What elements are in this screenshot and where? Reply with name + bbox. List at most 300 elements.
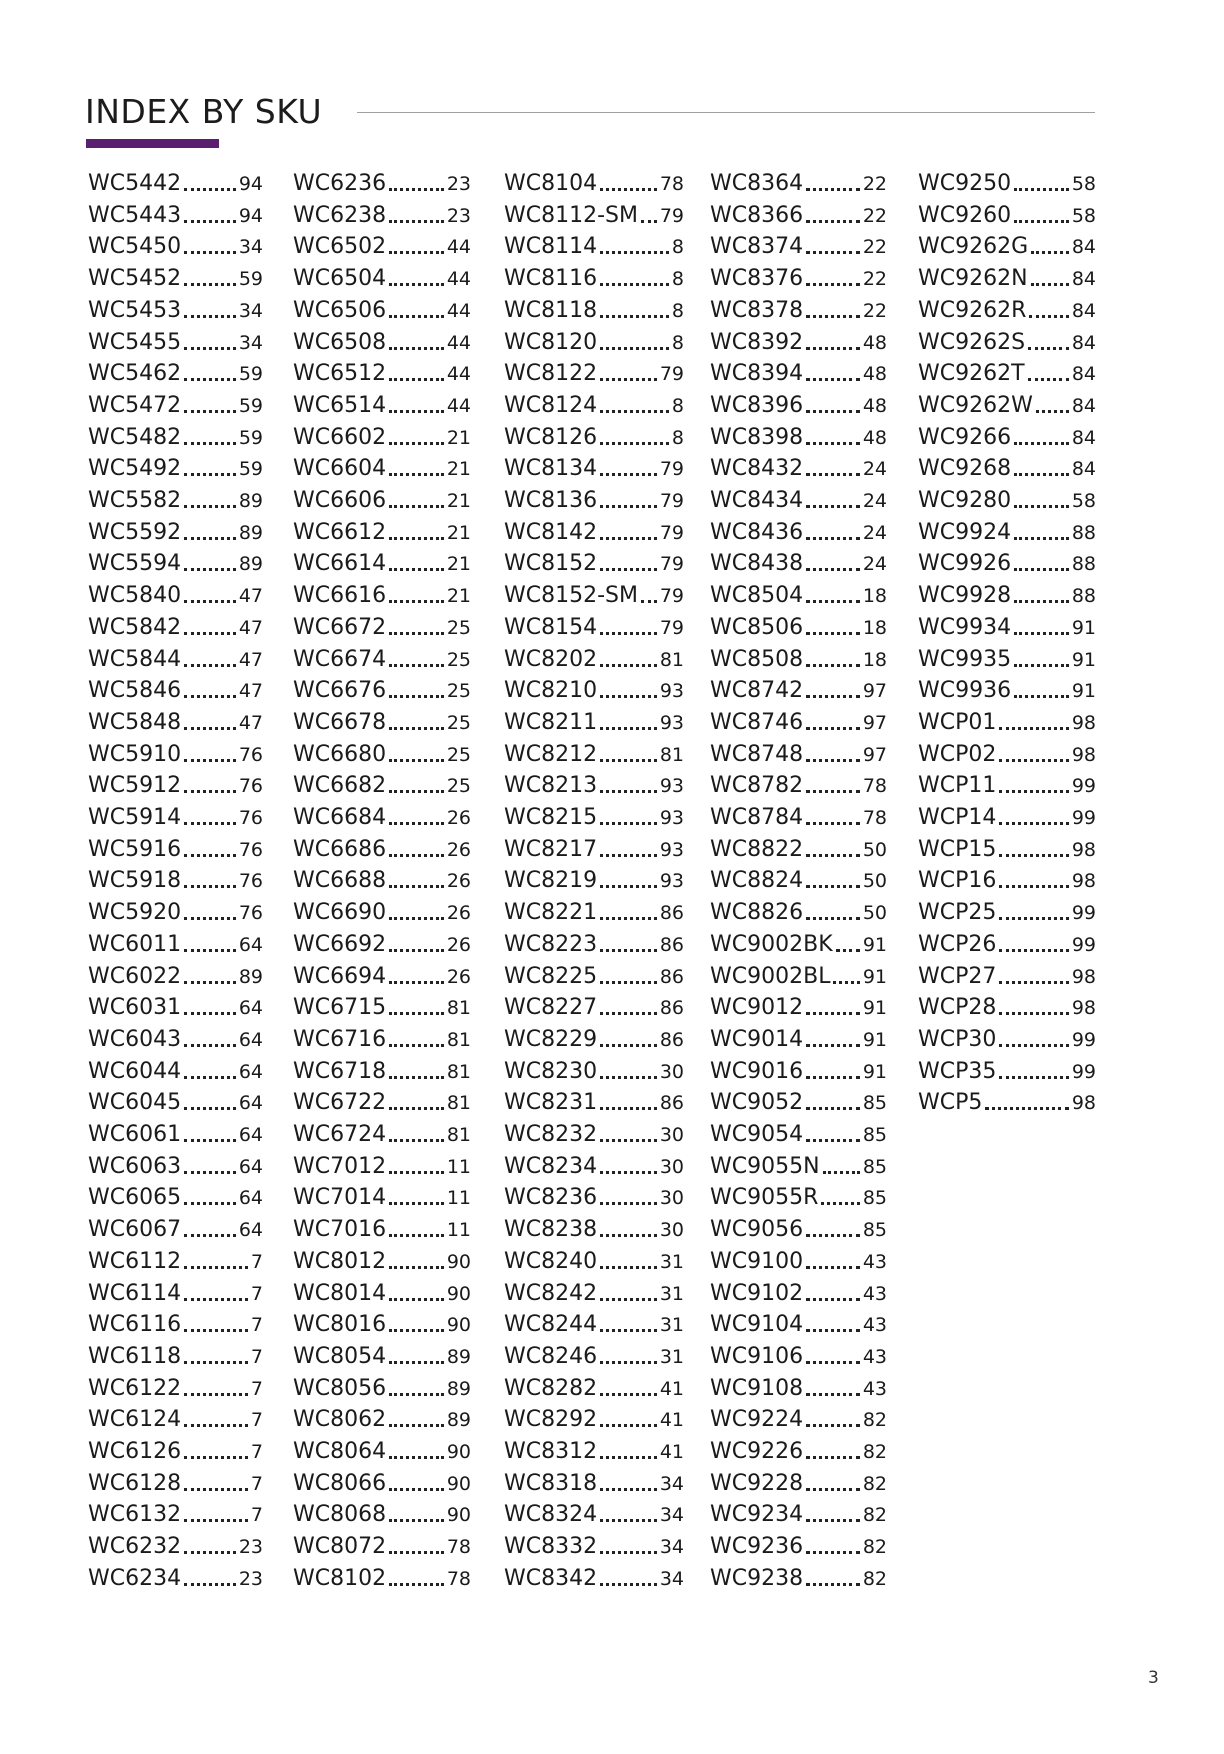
index-entry <box>710 1373 887 1403</box>
dot-leader <box>600 1266 657 1269</box>
page-ref: 25 <box>446 743 471 766</box>
dot-leader <box>600 917 657 920</box>
page-ref: 25 <box>446 680 471 703</box>
index-entry <box>918 612 1096 642</box>
index-entry <box>88 1563 263 1593</box>
page-ref: 23 <box>446 204 471 227</box>
page-ref: 99 <box>1071 775 1096 798</box>
dot-leader <box>600 727 657 730</box>
index-entry <box>293 231 471 261</box>
index-entry <box>88 802 263 832</box>
dot-leader <box>600 1171 657 1174</box>
index-entry <box>918 739 1096 769</box>
index-entry <box>710 707 887 737</box>
sku-code: WC8152 <box>504 551 598 577</box>
dot-leader <box>600 1583 657 1586</box>
index-entry <box>918 327 1096 357</box>
sku-code: WC9236 <box>710 1534 804 1560</box>
dot-leader <box>806 854 860 857</box>
sku-code: WC8229 <box>504 1026 598 1052</box>
index-entry <box>293 644 471 674</box>
index-entry <box>504 231 684 261</box>
sku-code: WC8126 <box>504 424 598 450</box>
page-ref: 81 <box>446 1124 471 1146</box>
sku-code: WC9262N <box>918 266 1028 292</box>
dot-leader <box>184 917 236 920</box>
page-ref: 85 <box>862 1219 887 1242</box>
sku-code: WC6232 <box>88 1534 182 1560</box>
dot-leader <box>1014 632 1069 635</box>
sku-code: WC8136 <box>504 488 598 513</box>
sku-code: WCP35 <box>918 1058 997 1084</box>
page-ref: 59 <box>238 426 263 449</box>
index-entry <box>710 485 887 515</box>
sku-code: WC9108 <box>710 1375 804 1401</box>
sku-code: WC9226 <box>710 1439 804 1464</box>
page-ref: 26 <box>446 965 471 988</box>
sku-code: WC8394 <box>710 361 804 387</box>
sku-code: WC9055R <box>710 1185 819 1211</box>
sku-code: WC6502 <box>293 234 387 260</box>
index-entry <box>88 358 263 388</box>
dot-leader <box>389 505 444 508</box>
index-entry <box>918 802 1096 832</box>
sku-code: WC6674 <box>293 646 387 672</box>
sku-code: WC6718 <box>293 1058 387 1084</box>
dot-leader <box>806 1298 860 1301</box>
dot-leader <box>184 1551 236 1554</box>
dot-leader <box>806 1583 860 1586</box>
index-entry <box>710 1278 887 1308</box>
sku-code: WC6122 <box>88 1375 182 1401</box>
sku-code: WC6724 <box>293 1122 387 1147</box>
dot-leader <box>806 1266 860 1269</box>
dot-leader <box>1028 378 1069 381</box>
index-entry <box>710 390 887 420</box>
page-ref: 91 <box>862 997 887 1020</box>
sku-code: WC8364 <box>710 171 804 196</box>
dot-leader <box>600 664 657 667</box>
index-entry <box>710 231 887 261</box>
dot-leader <box>999 885 1068 888</box>
page-ref: 81 <box>659 648 684 671</box>
sku-code: WC6045 <box>88 1090 182 1116</box>
sku-code: WC5914 <box>88 805 182 830</box>
page-ref: 64 <box>238 1187 263 1210</box>
index-entry <box>710 929 887 959</box>
page-ref: 34 <box>659 1567 684 1590</box>
sku-code: WC9238 <box>710 1565 804 1591</box>
sku-code: WC9935 <box>918 646 1012 672</box>
sku-code: WC9262R <box>918 297 1027 323</box>
index-entry <box>504 834 684 864</box>
dot-leader <box>806 1012 860 1015</box>
dot-leader <box>600 1488 657 1491</box>
index-entry <box>88 644 263 674</box>
index-entry <box>710 802 887 832</box>
index-entry <box>918 580 1096 610</box>
dot-leader <box>184 251 236 254</box>
dot-leader <box>999 1076 1068 1079</box>
sku-code: WC9100 <box>710 1248 804 1274</box>
dot-leader <box>389 1583 444 1586</box>
index-entry <box>504 1246 684 1276</box>
page-ref: 90 <box>446 1250 471 1273</box>
sku-code: WC8104 <box>504 171 598 196</box>
index-entry <box>918 865 1096 895</box>
page-ref: 7 <box>250 1314 263 1337</box>
dot-leader <box>600 885 657 888</box>
dot-leader <box>999 822 1068 825</box>
sku-code: WC8014 <box>293 1280 387 1306</box>
page-ref: 41 <box>659 1409 684 1432</box>
page-ref: 99 <box>1071 902 1096 925</box>
index-entry <box>710 1309 887 1339</box>
dot-leader <box>389 473 444 476</box>
dot-leader <box>999 981 1068 984</box>
page-ref: 76 <box>238 870 263 893</box>
dot-leader <box>389 1298 444 1301</box>
dot-leader <box>806 1424 860 1427</box>
sku-code: WC9250 <box>918 171 1012 196</box>
dot-leader <box>389 1361 444 1364</box>
page-ref: 64 <box>238 1124 263 1146</box>
dot-leader <box>184 1361 248 1364</box>
page-ref: 59 <box>238 268 263 291</box>
page-ref: 7 <box>250 1472 263 1495</box>
page-ref: 86 <box>659 933 684 956</box>
dot-leader <box>389 347 444 350</box>
dot-leader <box>389 1107 444 1110</box>
page-ref: 64 <box>238 1028 263 1051</box>
dot-leader <box>600 1202 657 1205</box>
index-entry <box>918 485 1096 515</box>
sku-code: WC8134 <box>504 456 598 482</box>
sku-code: WC8072 <box>293 1534 387 1560</box>
dot-leader <box>836 949 860 952</box>
dot-leader <box>389 1456 444 1459</box>
sku-code: WC9224 <box>710 1407 804 1433</box>
sku-code: WC6602 <box>293 424 387 450</box>
page-ref: 86 <box>659 902 684 925</box>
page-ref: 85 <box>862 1187 887 1210</box>
sku-code: WC8213 <box>504 773 598 799</box>
page-ref: 21 <box>446 426 471 449</box>
page-ref: 91 <box>1071 680 1096 703</box>
index-entry <box>88 1214 263 1244</box>
page-ref: 8 <box>671 426 684 449</box>
index-entry <box>504 168 684 198</box>
dot-leader <box>600 822 657 825</box>
sku-code: WC8292 <box>504 1407 598 1433</box>
dot-leader <box>184 1044 236 1047</box>
dot-leader <box>806 632 860 635</box>
dot-leader <box>389 1202 444 1205</box>
page-ref: 76 <box>238 902 263 925</box>
index-entry <box>88 200 263 230</box>
sku-code: WC8225 <box>504 963 598 989</box>
page-ref: 88 <box>1071 521 1096 544</box>
page-ref: 90 <box>446 1314 471 1337</box>
dot-leader <box>1014 473 1069 476</box>
page-ref: 79 <box>659 521 684 544</box>
page-ref: 81 <box>659 743 684 766</box>
page-ref: 78 <box>862 775 887 798</box>
dot-leader <box>389 1139 444 1142</box>
page-ref: 64 <box>238 1155 263 1178</box>
page-ref: 11 <box>446 1187 471 1210</box>
sku-code: WC6043 <box>88 1026 182 1052</box>
dot-leader <box>184 1139 236 1142</box>
dot-leader <box>184 537 236 540</box>
page-ref: 89 <box>446 1377 471 1400</box>
page-ref: 81 <box>446 1028 471 1051</box>
page-ref: 79 <box>659 490 684 512</box>
dot-leader <box>600 188 657 191</box>
page-ref: 8 <box>671 299 684 322</box>
sku-code: WC9055N <box>710 1153 820 1179</box>
page-ref: 90 <box>446 1504 471 1527</box>
index-entry <box>88 834 263 864</box>
index-entry <box>918 548 1096 578</box>
sku-code: WC9926 <box>918 551 1012 577</box>
page-ref: 23 <box>238 1536 263 1559</box>
index-entry <box>293 612 471 642</box>
sku-code: WC5462 <box>88 361 182 387</box>
dot-leader <box>600 981 657 984</box>
sku-code: WC6128 <box>88 1470 182 1496</box>
dot-leader <box>806 1044 860 1047</box>
page-ref: 44 <box>446 268 471 291</box>
sku-code: WC8434 <box>710 488 804 513</box>
page-ref: 91 <box>862 1060 887 1083</box>
index-entry <box>504 390 684 420</box>
dot-leader <box>1031 283 1069 286</box>
sku-code: WC8223 <box>504 931 598 957</box>
dot-leader <box>600 1519 657 1522</box>
sku-code: WC6692 <box>293 931 387 957</box>
dot-leader <box>1014 505 1069 508</box>
index-entry <box>504 422 684 452</box>
index-entry <box>293 1246 471 1276</box>
index-entry <box>293 1278 471 1308</box>
page-ref: 22 <box>862 236 887 259</box>
dot-leader <box>184 1519 248 1522</box>
page-ref: 44 <box>446 363 471 386</box>
page-ref: 85 <box>862 1124 887 1146</box>
sku-code: WC8064 <box>293 1439 387 1464</box>
dot-leader <box>389 600 444 603</box>
sku-code: WC6011 <box>88 931 182 957</box>
index-entry <box>293 517 471 547</box>
sku-code: WCP5 <box>918 1090 983 1116</box>
index-entry <box>918 707 1096 737</box>
dot-leader <box>389 1329 444 1332</box>
index-entry <box>710 1151 887 1181</box>
page-ref: 89 <box>238 553 263 576</box>
sku-code: WC8332 <box>504 1534 598 1560</box>
sku-code: WC8504 <box>710 583 804 609</box>
sku-code: WC8124 <box>504 392 598 418</box>
sku-code: WC9052 <box>710 1090 804 1116</box>
dot-leader <box>806 917 860 920</box>
index-entry <box>88 897 263 927</box>
index-entry <box>88 1087 263 1117</box>
page-ref: 64 <box>238 997 263 1020</box>
dot-leader <box>806 537 860 540</box>
dot-leader <box>184 885 236 888</box>
sku-code: WC9054 <box>710 1122 804 1147</box>
sku-code: WC8056 <box>293 1375 387 1401</box>
index-entry <box>504 802 684 832</box>
dot-leader <box>600 1298 657 1301</box>
sku-code: WC8236 <box>504 1185 598 1211</box>
dot-leader <box>806 473 860 476</box>
index-entry <box>88 453 263 483</box>
page-ref: 30 <box>659 1219 684 1242</box>
sku-code: WC6063 <box>88 1153 182 1179</box>
page-ref: 89 <box>238 490 263 512</box>
page-ref: 50 <box>862 870 887 893</box>
dot-leader <box>600 695 657 698</box>
page-title: INDEX BY SKU <box>85 92 323 131</box>
page-ref: 82 <box>862 1504 887 1527</box>
sku-code: WC8112-SM <box>504 202 638 228</box>
page-ref: 79 <box>659 204 684 227</box>
sku-code: WC9262W <box>918 392 1033 418</box>
dot-leader <box>389 537 444 540</box>
index-entry <box>293 770 471 800</box>
sku-code: WC8240 <box>504 1248 598 1274</box>
page-ref: 18 <box>862 616 887 639</box>
dot-leader <box>999 727 1068 730</box>
page-ref: 89 <box>446 1409 471 1432</box>
dot-leader <box>184 1012 236 1015</box>
sku-code: WC6616 <box>293 583 387 609</box>
index-entry <box>918 517 1096 547</box>
sku-code: WC8436 <box>710 519 804 545</box>
page-ref: 22 <box>862 299 887 322</box>
sku-code: WC6126 <box>88 1439 182 1464</box>
index-entry <box>88 1373 263 1403</box>
sku-code: WC6044 <box>88 1058 182 1084</box>
index-entry <box>918 1087 1096 1117</box>
index-entry <box>918 390 1096 420</box>
page-ref: 25 <box>446 616 471 639</box>
sku-code: WC8066 <box>293 1470 387 1496</box>
sku-code: WC6684 <box>293 805 387 830</box>
page-ref: 99 <box>1071 933 1096 956</box>
page-ref: 43 <box>862 1314 887 1337</box>
page-ref: 79 <box>659 585 684 608</box>
dot-leader <box>600 1361 657 1364</box>
sku-code: WC9262T <box>918 361 1025 387</box>
dot-leader <box>184 1329 248 1332</box>
index-entry <box>918 834 1096 864</box>
index-entry <box>88 707 263 737</box>
sku-code: WC6508 <box>293 329 387 355</box>
sku-code: WC5594 <box>88 551 182 577</box>
dot-leader <box>821 1202 859 1205</box>
sku-code: WC8211 <box>504 709 598 735</box>
index-entry <box>293 1151 471 1181</box>
dot-leader <box>806 1456 860 1459</box>
index-entry <box>504 1563 684 1593</box>
dot-leader <box>389 378 444 381</box>
dot-leader <box>600 537 657 540</box>
dot-leader <box>999 917 1068 920</box>
page-ref: 94 <box>238 204 263 227</box>
index-entry <box>504 897 684 927</box>
dot-leader <box>389 1551 444 1554</box>
sku-code: WCP01 <box>918 709 997 735</box>
dot-leader <box>184 1266 248 1269</box>
page-ref: 97 <box>862 711 887 734</box>
index-entry <box>88 231 263 261</box>
page-ref: 99 <box>1071 807 1096 829</box>
dot-leader <box>389 251 444 254</box>
sku-code: WC9056 <box>710 1217 804 1243</box>
page-ref: 34 <box>659 1536 684 1559</box>
index-entry <box>918 295 1096 325</box>
page-number: 3 <box>1148 1668 1159 1688</box>
sku-code: WC9262S <box>918 329 1026 355</box>
index-entry <box>918 231 1096 261</box>
page-ref: 48 <box>862 394 887 417</box>
index-entry <box>710 865 887 895</box>
sku-code: WC6504 <box>293 266 387 292</box>
dot-leader <box>600 505 657 508</box>
sku-code: WC5842 <box>88 614 182 640</box>
dot-leader <box>806 283 860 286</box>
index-entry <box>293 961 471 991</box>
sku-code: WC8826 <box>710 900 804 926</box>
sku-code: WC9002BL <box>710 963 831 989</box>
dot-leader <box>389 759 444 762</box>
page-ref: 64 <box>238 1060 263 1083</box>
index-entry <box>918 263 1096 293</box>
dot-leader <box>806 695 860 698</box>
page-ref: 7 <box>250 1409 263 1432</box>
dot-leader <box>600 632 657 635</box>
dot-leader <box>600 347 669 350</box>
page-ref: 31 <box>659 1282 684 1305</box>
page-ref: 89 <box>238 521 263 544</box>
sku-code: WCP16 <box>918 868 997 894</box>
index-entry <box>293 1499 471 1529</box>
index-entry <box>710 1056 887 1086</box>
page-ref: 90 <box>446 1441 471 1463</box>
page-ref: 21 <box>446 458 471 481</box>
page-ref: 98 <box>1071 965 1096 988</box>
page-ref: 48 <box>862 363 887 386</box>
dot-leader <box>389 188 444 191</box>
dot-leader <box>184 1424 248 1427</box>
page-ref: 22 <box>862 173 887 195</box>
index-entry <box>710 168 887 198</box>
dot-leader <box>600 1393 657 1396</box>
page-ref: 7 <box>250 1377 263 1400</box>
index-entry <box>293 548 471 578</box>
index-entry <box>710 739 887 769</box>
page-ref: 79 <box>659 616 684 639</box>
sku-code: WC9280 <box>918 488 1012 513</box>
sku-code: WC8324 <box>504 1502 598 1528</box>
page-ref: 81 <box>446 1060 471 1083</box>
dot-leader <box>389 315 444 318</box>
page-ref: 23 <box>238 1567 263 1590</box>
sku-code: WC6132 <box>88 1502 182 1528</box>
